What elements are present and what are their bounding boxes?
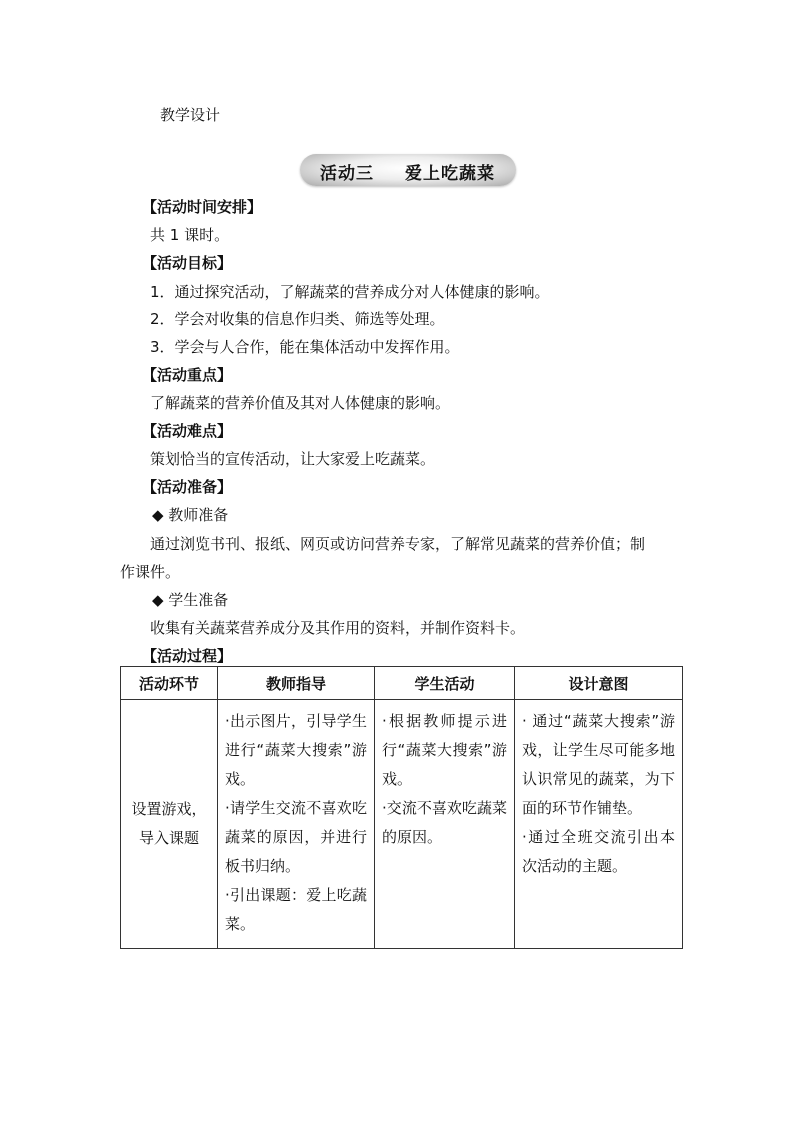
section-text-time: 共 1 课时。 xyxy=(150,226,230,244)
prep-teacher-text-line1: 通过浏览书刊、报纸、网页或访问营养专家，了解常见蔬菜的营养价值；制 xyxy=(150,535,646,553)
section-heading-goals: 【活动目标】 xyxy=(142,254,233,272)
design-intent-item: ·通过全班交流引出本次活动的主题。 xyxy=(522,828,675,875)
table-header-cell: 教师指导 xyxy=(218,667,375,700)
prep-student-text: 收集有关蔬菜营养成分及其作用的资料，并制作资料卡。 xyxy=(150,619,526,637)
process-table xyxy=(120,666,683,949)
prep-student-title: ◆ 学生准备 xyxy=(152,591,229,609)
title-activity-number: 活动三 xyxy=(320,164,374,184)
goal-item: 3．学会与人合作，能在集体活动中发挥作用。 xyxy=(150,338,460,356)
prep-teacher-title: ◆ 教师准备 xyxy=(152,506,229,524)
teacher-guidance-item: ·引出课题：爱上吃蔬菜。 xyxy=(225,886,367,933)
stage-cell xyxy=(121,700,218,949)
table-header-cell: 活动环节 xyxy=(121,667,218,700)
header-label: 教学设计 xyxy=(160,106,221,124)
goal-item: 1．通过探究活动，了解蔬菜的营养成分对人体健康的影响。 xyxy=(150,283,550,301)
table-header-cell: 学生活动 xyxy=(375,667,515,700)
activity-title-banner xyxy=(300,154,516,186)
goal-item: 2．学会对收集的信息作归类、筛选等处理。 xyxy=(150,310,445,328)
section-heading-time: 【活动时间安排】 xyxy=(142,198,263,216)
design-intent-cell xyxy=(515,700,683,949)
teacher-guidance-item: ·请学生交流不喜欢吃蔬菜的原因，并进行板书归纳。 xyxy=(225,799,367,875)
design-intent-item: · 通过“蔬菜大搜索”游戏，让学生尽可能多地认识常见的蔬菜，为下面的环节作铺垫。 xyxy=(522,712,675,817)
student-activity-item: ·交流不喜欢吃蔬菜的原因。 xyxy=(382,799,507,846)
stage-line: 设置游戏， xyxy=(131,800,207,818)
section-heading-prep: 【活动准备】 xyxy=(142,478,233,496)
table-row xyxy=(121,700,683,949)
table-header-row xyxy=(121,667,683,700)
section-text-difficulty: 策划恰当的宣传活动，让大家爱上吃蔬菜。 xyxy=(150,450,436,468)
teacher-guidance-item: ·出示图片，引导学生进行“蔬菜大搜索”游戏。 xyxy=(225,712,367,788)
teacher-guidance-cell xyxy=(218,700,375,949)
section-heading-difficulty: 【活动难点】 xyxy=(142,422,233,440)
section-text-focus: 了解蔬菜的营养价值及其对人体健康的影响。 xyxy=(150,394,451,412)
table-header-cell: 设计意图 xyxy=(515,667,683,700)
student-activity-cell xyxy=(375,700,515,949)
student-activity-item: ·根据教师提示进行“蔬菜大搜索”游戏。 xyxy=(382,712,507,788)
section-heading-process: 【活动过程】 xyxy=(142,647,233,665)
prep-teacher-text-line2: 作课件。 xyxy=(120,563,181,581)
stage-line: 导入课题 xyxy=(138,829,199,847)
section-heading-focus: 【活动重点】 xyxy=(142,366,233,384)
title-activity-name: 爱上吃蔬菜 xyxy=(405,164,495,184)
